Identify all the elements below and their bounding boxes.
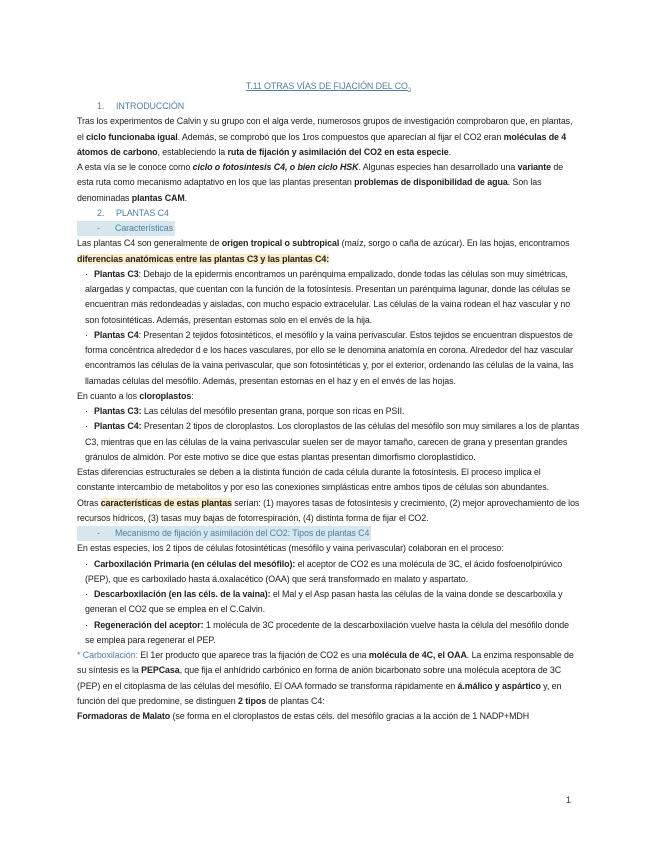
subheading-caracteristicas	[77, 221, 175, 236]
text-run: Las plantas C4 son generalmente de	[77, 238, 222, 249]
bullet-label: Plantas C4:	[94, 421, 142, 432]
text-run: serían: (1) mayores tasas de fotosíntesis y crecimiento, (2) mejor aprovechamiento de los recursos hídricos, (3) tasas muy bajas de fotorrespiración, (4) distinta forma de fijar el CO2.	[77, 497, 580, 523]
section-number: 2.	[97, 207, 105, 218]
subheading-mecanismo	[77, 526, 371, 541]
bullet-text: Presentan 2 tipos de cloroplastos. Los cloroplastos de las células del mesófilo son muy similares a los de plantas C3, mientras que en las células de la vaina perivascular suelen ser de mayor tamaño, carecen de grana y presentan grandes gránulos de almidón. Por este motivo se dice que estas plantas presentan dimorfismo cloroplastídico.	[85, 421, 580, 462]
bullet-dot: ·	[85, 421, 88, 432]
bullet-label: Plantas C3	[94, 268, 139, 279]
mechanism-intro: En estas especies, los 2 tipos de células fotosintéticas (mesófilo y vaina perivascular) colaboran en el proceso:	[77, 543, 504, 554]
bold-italic-run: ciclo o fotosíntesis C4, o bien ciclo HSK	[192, 162, 359, 173]
bullet-dot: ·	[85, 268, 88, 279]
bold-run: á.málico y aspártico	[457, 680, 541, 691]
bold-run: Formadoras de Malato	[77, 711, 171, 722]
bullet-plantas-c4	[77, 328, 580, 389]
bullet-label: Plantas C4	[94, 329, 139, 340]
highlighted-run: características de estas plantas	[100, 497, 232, 508]
bold-run: molécula de 4C, el OAA	[368, 650, 467, 661]
bullet-text: el aceptor de CO2 es una molécula de 3C, el ácido fosfoenolpirúvico (PEP), que es carboxilado hasta á.oxalacético (OAA) que será transformado en malato y aspartato.	[85, 558, 563, 584]
section-heading-introduccion	[77, 99, 580, 114]
page-number: 1	[566, 795, 572, 805]
bullet-dot: ·	[85, 619, 88, 630]
text-run: Otras	[77, 497, 101, 508]
text-run: , estableciendo la	[157, 146, 228, 157]
section-label: INTRODUCCIÓN	[116, 101, 185, 112]
document-title	[77, 79, 580, 99]
subheading-mecanismo-row	[77, 526, 580, 541]
intro-paragraph	[77, 114, 580, 206]
bullet-text: Las células del mesófilo presentan grana, porque son ricas en PSII.	[141, 406, 405, 417]
text-run: de plantas C4:	[266, 695, 325, 706]
page-content	[77, 79, 580, 724]
bullet-carboxilacion-primaria	[77, 557, 580, 588]
section-label: PLANTAS C4	[116, 207, 169, 218]
bold-run: 2 tipos	[238, 695, 267, 706]
bullet-label: Regeneración del aceptor:	[94, 619, 204, 630]
other-characteristics-paragraph	[77, 496, 580, 527]
text-run: Tras los experimentos de Calvin y su grupo con el alga verde, numerosos grupos de investigación comprobaron que, en plantas, el	[77, 116, 573, 142]
text-run: En cuanto a los	[77, 390, 140, 401]
bold-run: plantas CAM	[131, 192, 185, 203]
text-run: .	[448, 146, 452, 157]
colored-run: * Carboxilación:	[77, 650, 138, 661]
chloroplast-intro	[77, 389, 580, 404]
subheading-dash: -	[97, 223, 100, 234]
text-run: . Además, se comprobó que los 1ros compuestos que aparecían al fijar el CO2 eran	[177, 131, 504, 142]
bullet-text: : Debajo de la epidermis encontramos un parénquima empalizado, donde todas las células son muy simétricas, alargadas y compactas, que cuentan con la función de la fotosíntesis. Presentan un parénquima lagunar, donde las células se encuentran más redondeadas y aisladas, con mucho espacio extracelular. Las células de la vaina rodean el haz vascular y no son fotosintéticas. Además, presentan estomas solo en el envés de la hija.	[85, 268, 571, 325]
bullet-dot: ·	[85, 558, 88, 569]
bullet-text: el Mal y el Asp pasan hasta las células de la vaina donde se descarboxila y generan el CO2 que se emplea en el C.Calvin.	[85, 589, 563, 615]
bullet-label: Descarboxilación (en las céls. de la vaina):	[94, 589, 271, 600]
carboxilacion-paragraph	[77, 648, 580, 724]
title-subscript: 2	[407, 87, 412, 94]
bold-run: origen tropical o subtropical	[221, 238, 340, 249]
title-text: T.11 OTRAS VÍAS DE FIJACIÓN DEL CO	[245, 81, 408, 91]
text-run: y, en función del que predomine, se distinguen	[77, 680, 562, 706]
text-run: (se forma en el cloroplastos de estas céls. del mesófilo gracias a la acción de 1 NADP+MDH	[170, 711, 530, 722]
bold-run: ciclo funcionaba igual	[86, 131, 178, 142]
text-run: .	[184, 192, 188, 203]
bullet-text: 1 molécula de 3C procedente de la descarboxilación vuelve hasta la célula del mesófilo donde se emplea para regenerar el PEP.	[85, 619, 570, 645]
bullet-dot: ·	[85, 406, 88, 417]
bold-run: moléculas de 4 átomos de carbono	[77, 131, 567, 157]
text-run: . Algunas especies han desarrollado una	[358, 162, 518, 173]
bullet-plantas-c3	[77, 267, 580, 328]
text-run: El 1er producto que aparece tras la fijación de CO2 es una	[137, 650, 369, 661]
c4-paragraph	[77, 236, 580, 267]
text-run: . La enzima responsable de su síntesis es la	[77, 650, 574, 676]
section-number: 1.	[97, 101, 105, 112]
text-run: :	[191, 390, 194, 401]
bold-run: problemas de disponibilidad de agua	[354, 177, 508, 188]
section-heading-plantas-c4	[77, 206, 580, 221]
bullet-chloroplast-c3	[77, 404, 580, 419]
text-run: , que fija el anhídrido carbónico en forma de anión bicarbonato sobre una molécula aceptora de 3C (PEP) en el citoplasma de las células del mesófilo. El OAA formado se transforma rápidamente en	[77, 665, 562, 691]
bold-run: variante	[517, 162, 552, 173]
subheading-caracteristicas-row	[77, 221, 580, 236]
highlighted-run: diferencias anatómicas entre las plantas C3 y las plantas C4:	[77, 253, 330, 264]
text-run: A esta vía se le conoce como	[77, 162, 193, 173]
bullet-label: Plantas C3:	[94, 406, 142, 417]
bullet-dot: ·	[85, 589, 88, 600]
subheading-label: Mecanismo de fijación y asimilación del CO2: Tipos de plantas C4	[115, 528, 370, 539]
bold-run: ruta de fijación y asimilación del CO2 en esta especie	[227, 146, 449, 157]
bold-run: cloroplastos	[139, 390, 192, 401]
bullet-label: Carboxilación Primaria (en células del mesófilo):	[94, 558, 296, 569]
differences-paragraph: Estas diferencias estructurales se deben a la distinta función de cada célula durante la fotosíntesis. El proceso implica el constante intercambio de metabolitos y por eso las conexiones simplásticas entre ambos tipos de células son abundantes.	[77, 467, 549, 493]
text-run: de esta ruta como mecanismo adaptativo en los que las plantas presentan	[77, 162, 564, 188]
text-run: . Son las denominadas	[77, 177, 542, 203]
bullet-regeneracion	[77, 618, 580, 649]
bullet-text: : Presentan 2 tejidos fotosintéticos, el mesófilo y la vaina perivascular. Estos tejidos se encuentran dispuestos de forma concéntrica alrededor d e los haces vasculares, por ello se le denomina anatomía en corona. Alrededor del haz vascular encontramos las células de la vaina perivascular, que son fotosintéticas y, por el exterior, ordenando las células de la vaina, las llamadas células del mesófilo. Además, presentan estomas en el haz y en el envés de las hojas.	[85, 329, 574, 386]
text-run: (maíz, sorgo o caña de azúcar). En las hojas, encontramos	[339, 238, 570, 249]
subheading-label: Características	[115, 223, 173, 234]
bullet-chloroplast-c4	[77, 419, 580, 465]
bullet-dot: ·	[85, 329, 88, 340]
subheading-dash: -	[97, 528, 100, 539]
bold-run: PEPCasa	[141, 665, 180, 676]
bullet-descarboxilacion	[77, 587, 580, 618]
